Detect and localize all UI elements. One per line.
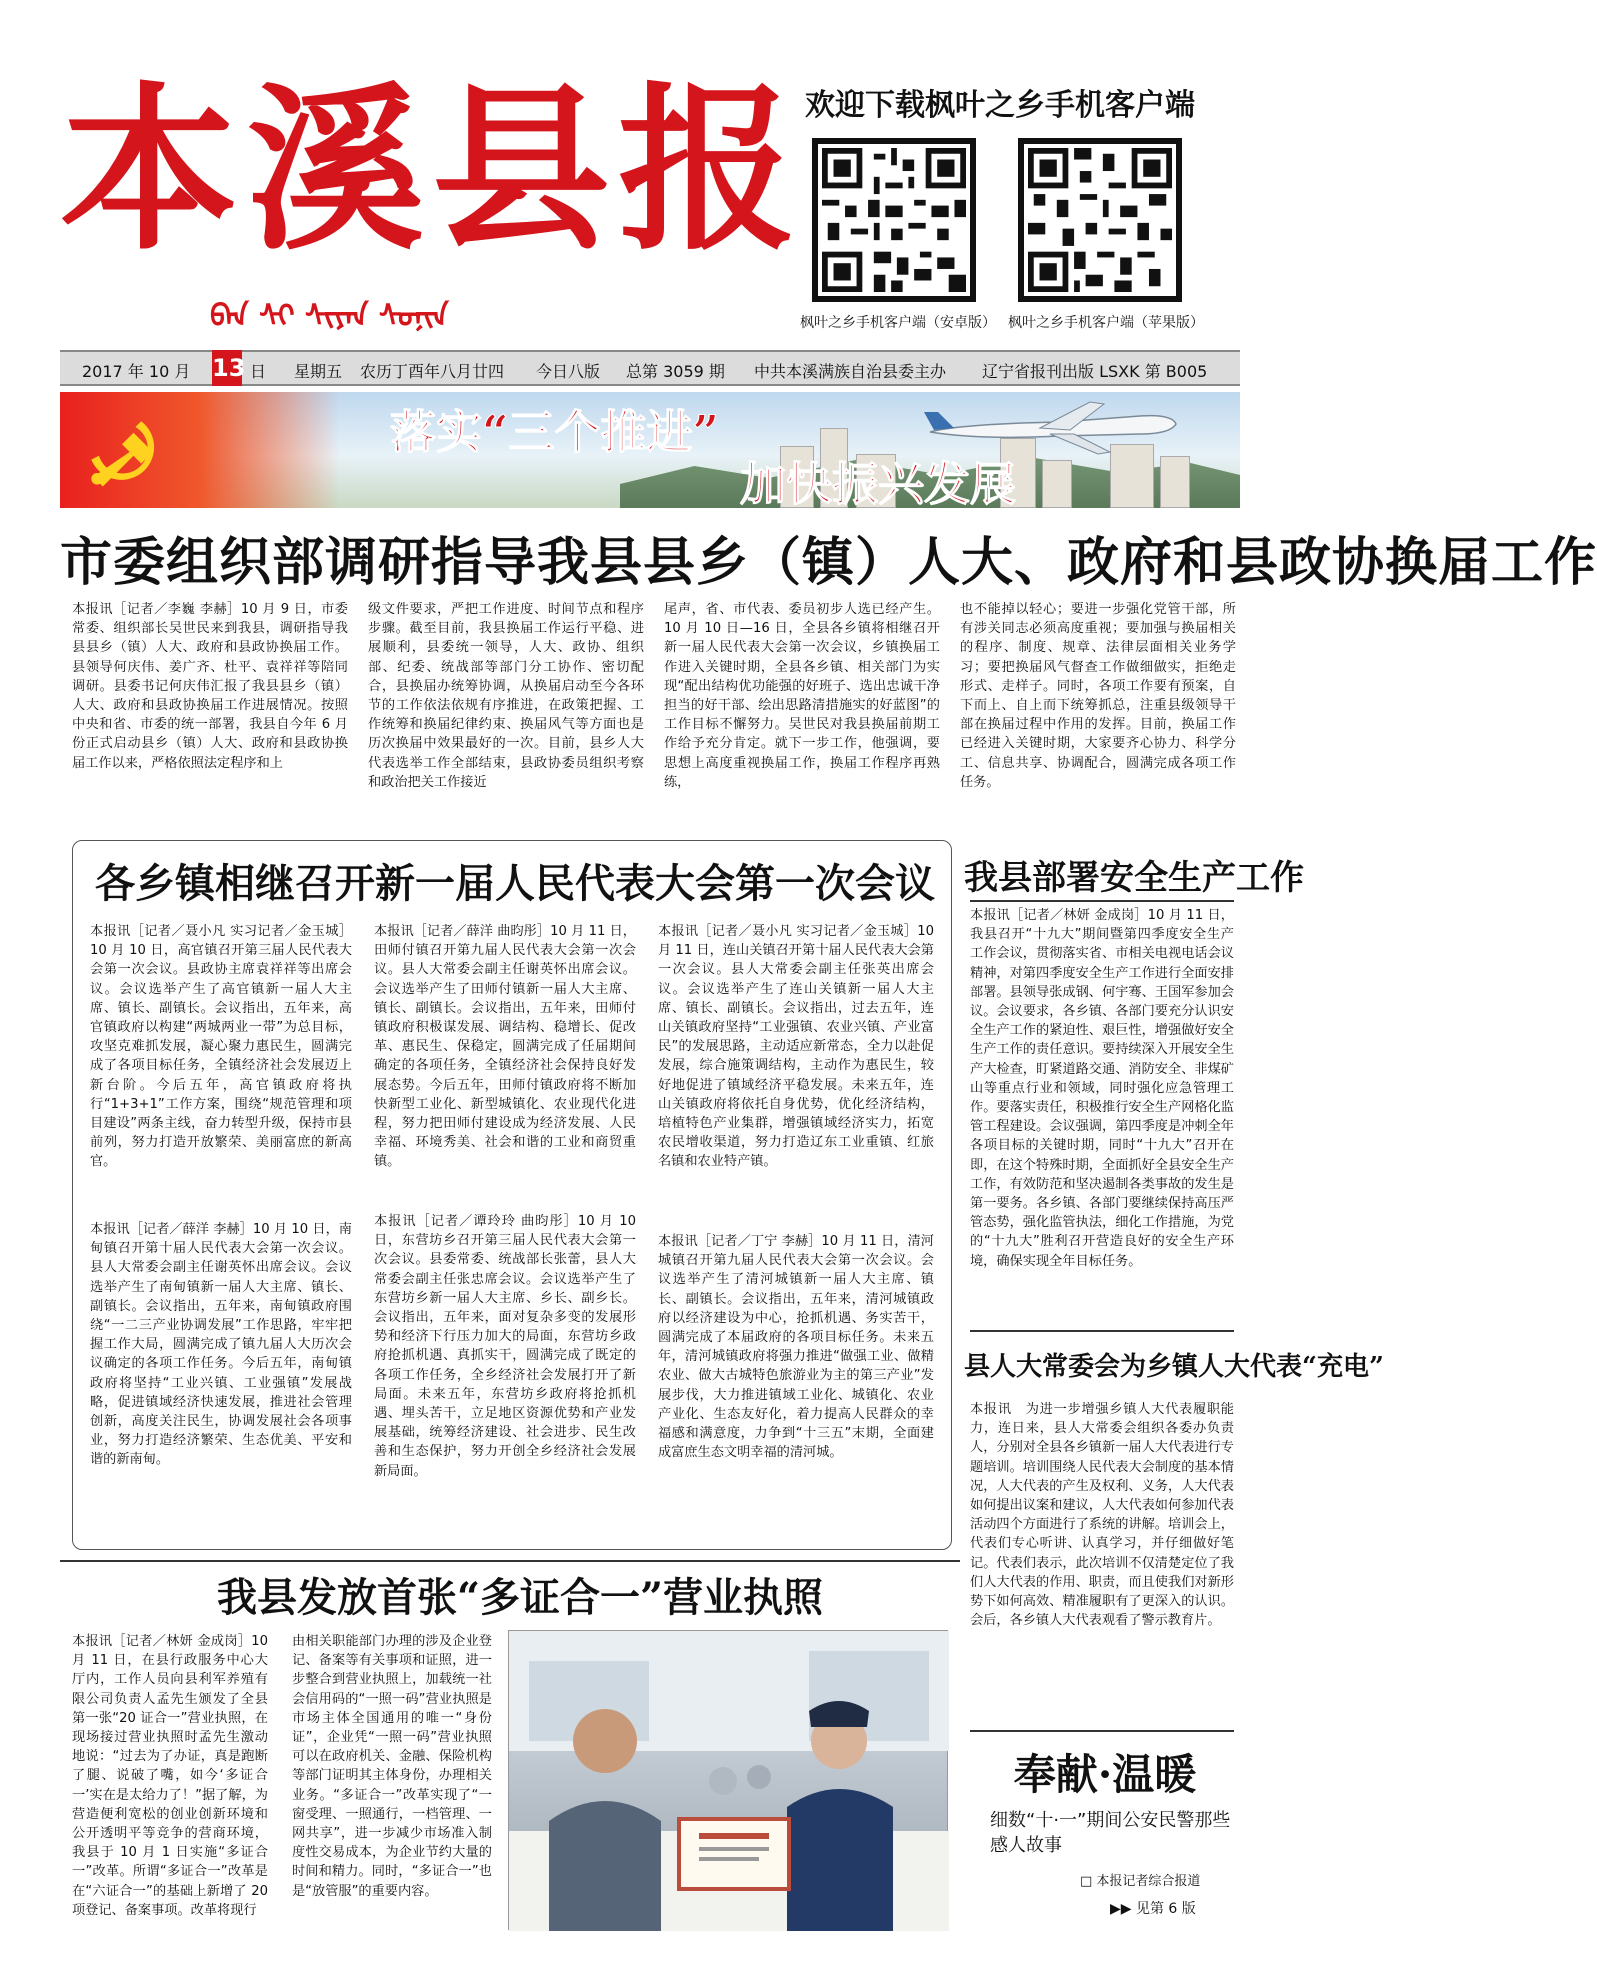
page-count: 今日八版: [536, 362, 601, 381]
weekday: 星期五: [294, 362, 343, 381]
deputy-training-headline: 县人大常委会为乡镇人大代表“充电”: [964, 1352, 1384, 1382]
qr-code-android[interactable]: [812, 138, 976, 302]
teaser-title: 奉献·温暖: [1013, 1750, 1197, 1799]
sponsor: 中共本溪满族自治县委主办: [754, 362, 947, 381]
photo-illustration: [509, 1631, 949, 1931]
date-year-month: 2017 年 10 月: [82, 362, 191, 381]
qr-code-apple[interactable]: [1018, 138, 1182, 302]
license-handover-photo: [508, 1630, 948, 1930]
lead-article-column-1: 本报讯［记者／李巍 李赫］10 月 9 日，市委常委、组织部长吴世民来到我县，调研指导我县县乡（镇）人大、政府和县政协换届工作。县领导何庆伟、姜广齐、杜平、袁祥祥等陪同调研。县委书记何庆伟汇报了我县县乡（镇）人大、政府和县政协换届工作进展情况。按照中央和省、市委的统一部署，我县自今年 6 月份正式启动县乡（镇）人大、政府和县政协换届工作以来，严格依照法定程序和上: [72, 602, 348, 771]
masthead-title: 本溪县报: [60, 65, 804, 274]
township-congress-column-2a: 本报讯［记者／薛洋 曲昀彤］10 月 11 日，田师付镇召开第九届人民代表大会第一次会议。县人大常委会副主任谢英怀出席会议。会议选举产生了田师付镇新一届人大主席、镇长、副镇长。会议指出，五年来，田师付镇政府积极谋发展、调结构、稳增长、促改革、惠民生、保稳定，圆满完成了任届期间确定的各项任务，全镇经济社会保持良好发展态势。今后五年，田师付镇政府将不断加快新型工业化、新型城镇化、农业现代化进程，努力把田师付建设成为经济发展、人民幸福、环境秀美、社会和谐的工业和商贸重镇。: [374, 924, 636, 1170]
date-day: 13: [212, 350, 242, 386]
publication-license: 辽宁省报刊出版 LSXK 第 B005: [982, 362, 1208, 381]
township-congress-column-2b: 本报讯［记者／谭玲玲 曲昀彤］10 月 10 日，东营坊乡召开第三届人民代表大会第一次会议。县委常委、统战部长张蕾，县人大常委会副主任张忠席会议。会议选举产生了东营坊乡新一届人大主席、乡长、副乡长。会议指出，五年来，面对复杂多变的发展形势和经济下行压力加大的局面，东营坊乡政府抢抓机遇、真抓实干，圆满完成了既定的各项工作任务，全乡经济社会发展打开了新局面。未来五年，东营坊乡政府将抢抓机遇、埋头苦干，立足地区资源优势和产业发展基础，统筹经济建设、社会进步、民生改善和生态保护，努力开创全乡经济社会发展新局面。: [374, 1214, 636, 1479]
lead-article-column-2: 级文件要求，严把工作进度、时间节点和程序步骤。截至目前，我县换届工作运行平稳、进展顺利，县委统一领导，人大、政协、组织部、纪委、统战部等部门分工协作、密切配合，县换届办统筹协调，从换届启动至今各环节的工作依法依规有序推进，在政策把握、工作统筹和换届纪律约束、换届风气等方面也是历次换届中效果最好的一次。目前，县乡人大代表选举工作全部结束，县政协委员组织考察和政治把关工作接近: [368, 602, 644, 790]
lead-article-column-4: 也不能掉以轻心；要进一步强化党管干部，所有涉关同志必须高度重视；要加强与换届相关的程序、制度、规章、法律层面相关业务学习；要把换届风气督查工作做细做实，拒绝走形式、走样子。同时，各项工作要有预案，自下而上、自上而下统筹抓总，注重县级领导干部在换届过程中作用的发挥。目前，换届工作已经进入关键时期，大家要齐心协力、科学分工、信息共享、协调配合，圆满完成各项工作任务。: [960, 602, 1236, 790]
masthead-mongolian-script: ᠪᠡᠨ ᠰᠢ ᠰᠢᠶᠠᠨ ᠰᠣᠨᠢᠨ: [210, 299, 449, 334]
deputy-training-byline: □ 本报记者综合报道: [1080, 1874, 1201, 1889]
banner-slogan-2: 加快振兴发展: [740, 457, 1016, 511]
township-congress-column-1b: 本报讯［记者／薛洋 李赫］10 月 10 日，南甸镇召开第十届人民代表大会第一次会议。县人大常委会副主任谢英怀出席会议。会议选举产生了南甸镇新一届人大主席、镇长、副镇长。会议指出，五年来，南甸镇政府围绕“一二三产业协调发展”工作思路，牢牢把握工作大局，圆满完成了镇九届人大历次会议确定的各项工作任务。今后五年，南甸镇政府将坚持“工业兴镇、工业强镇”发展战略，促进镇域经济快速发展，推进社会管理创新，高度关注民生，协调发展社会各项事业，努力打造经济繁荣、生态优美、平安和谐的新南甸。: [90, 1222, 352, 1468]
divider: [970, 1730, 1234, 1732]
license-article-column-1: 本报讯［记者／林妍 金成岗］10 月 11 日，在县行政服务中心大厅内，工作人员向县利军养殖有限公司负责人孟先生颁发了全县第一张“20 证合一”营业执照，在现场接过营业执照时孟先生激动地说：“过去为了办证，真是跑断了腿、说破了嘴，如今‘多证合一’实在是太给力了！”据了解，为营造便利宽松的创业创新环境和公开透明平等竞争的营商环境，我县于 10 月 1 日实施“多证合一”改革。所谓“多证合一”改革是在“六证合一”的基础上新增了 20 项登记、备案事项。改革将现行: [72, 1634, 268, 1918]
safety-article-body: 本报讯［记者／林妍 金成岗］10 月 11 日，我县召开“十九大”期间暨第四季度安全生产工作会议，贯彻落实省、市相关电视电话会议精神，对第四季度安全生产工作进行全面安排部署。县领导张成钢、何宇骞、王国军参加会议。会议要求，各乡镇、各部门要充分认识安全生产工作的紧迫性、艰巨性，增强做好安全生产工作的责任意识。要持续深入开展安全生产大检查，盯紧道路交通、消防安全、非煤矿山等重点行业和领域，同时强化应急管理工作。要落实责任，积极推行安全生产网格化监管工程建设。会议强调，第四季度是冲刺全年各项目标的关键时期，同时“十九大”召开在即，在这个特殊时期，全面抓好全县安全生产工作，有效防范和坚决遏制各类事故的发生是第一要务。各乡镇、各部门要继续保持高压严管态势，强化监管执法，细化工作措施，为党的“十九大”胜利召开营造良好的安全生产环境，确保实现全年目标任务。: [970, 908, 1234, 1269]
date-strip: [60, 350, 1240, 386]
qr-code-icon: [822, 148, 966, 292]
qr-caption-android: 枫叶之乡手机客户端（安卓版）: [800, 315, 996, 331]
township-congress-column-1a: 本报讯［记者／聂小凡 实习记者／金玉城］10 月 10 日，高官镇召开第三届人民代表大会第一次会议。县政协主席袁祥祥等出席会议。会议选举产生了高官镇新一届人大主席、镇长、副镇长。会议指出，五年来，高官镇政府以构建“两城两业一带”为总目标，攻坚克难抓发展，凝心聚力惠民生，圆满完成了各项目标任务，全镇经济社会发展迈上新台阶。今后五年，高官镇政府将执行“1+3+1”工作方案，围绕“规范管理和项目建设”两条主线，奋力转型升级，保持市县前列，努力打造开放繁荣、美丽富庶的新高官。: [90, 924, 352, 1170]
teaser-subtitle: 细数“十·一”期间公安民警那些感人故事: [990, 1810, 1231, 1856]
deputy-training-body: 本报讯 为进一步增强乡镇人大代表履职能力，连日来，县人大常委会组织各委办负责人，分别对全县各乡镇新一届人大代表进行专题培训。培训围绕人民代表大会制度的基本情况，人大代表的产生及权利、义务，人大代表如何提出议案和建议，人大代表如何参加代表活动四个方面进行了系统的讲解。培训会上，代表们专心听讲、认真学习，并仔细做好笔记。代表们表示，此次培训不仅清楚定位了我们人大代表的作用、职责，而且使我们对新形势下如何高效、精准履职有了更深入的认识。会后，各乡镇人大代表观看了警示教育片。: [970, 1402, 1234, 1629]
hammer-sickle-icon: [74, 402, 170, 498]
lunar-date: 农历丁酉年八月廿四: [360, 362, 505, 381]
lead-article-column-3: 尾声，省、市代表、委员初步人选已经产生。10 月 10 日—16 日，全县各乡镇将相继召开新一届人民代表大会第一次会议，乡镇换届工作进入关键时期，全县各乡镇、相关部门为实现“配出结构优功能强的好班子、选出忠诚干净担当的好干部、绘出思路清措施实的好蓝图”的工作目标不懈努力。吴世民对我县换届前期工作给予充分肯定。就下一步工作，他强调，要思想上高度重视换届工作，换届工作程序再熟练，: [664, 602, 940, 790]
safety-headline: 我县部署安全生产工作: [964, 858, 1304, 898]
township-congress-column-3a: 本报讯［记者／聂小凡 实习记者／金玉城］10 月 11 日，连山关镇召开第十届人民代表大会第一次会议。县人大常委会副主任张英出席会议。会议选举产生了连山关镇新一届人大主席、镇长、副镇长。会议指出，过去五年，连山关镇政府坚持“工业强镇、农业兴镇、产业富民”的发展思路，主动适应新常态，全力以赴促发展，综合施策调结构，主动作为惠民生，较好地促进了镇域经济平稳发展。未来五年，连山关镇政府将依托自身优势，优化经济结构，培植特色产业集群，增强镇域经济实力，拓宽农民增收渠道，努力打造辽东工业重镇、红旅名镇和农业特产镇。: [658, 924, 934, 1170]
divider: [60, 1560, 960, 1562]
issue-number: 总第 3059 期: [626, 362, 725, 381]
license-headline: 我县发放首张“多证合一”营业执照: [216, 1574, 823, 1621]
slogan-banner: [60, 392, 1240, 511]
qr-caption-apple: 枫叶之乡手机客户端（苹果版）: [1008, 315, 1204, 331]
township-congress-column-3b: 本报讯［记者／丁宁 李赫］10 月 11 日，清河城镇召开第九届人民代表大会第一次会议。会议选举产生了清河城镇新一届人大主席、镇长、副镇长。会议指出，五年来，清河城镇政府以经济建设为中心，抢抓机遇、务实苦干，圆满完成了本届政府的各项目标任务。未来五年，清河城镇政府将强力推进“做强工业、做精农业、做大古城特色旅游业为主的第三产业”发展步伐，大力推进镇域工业化、城镇化、农业产业化、生态友好化，着力提高人民群众的幸福感和满意度，力争到“十三五”末期，全面建成富庶生态文明幸福的清河城。: [658, 1234, 934, 1461]
date-day-unit: 日: [250, 362, 267, 381]
divider: [970, 900, 1234, 902]
app-download-prompt: 欢迎下载枫叶之乡手机客户端: [805, 88, 1195, 123]
township-congress-headline: 各乡镇相继召开新一届人民代表大会第一次会议: [95, 860, 935, 907]
qr-code-icon: [1028, 148, 1172, 292]
divider: [970, 1330, 1234, 1332]
teaser-see-page-link[interactable]: ▶▶ 见第 6 版: [1110, 1901, 1196, 1917]
banner-slogan-1: 落实“三个推进”: [390, 405, 719, 459]
lead-headline: 市委组织部调研指导我县县乡（镇）人大、政府和县政协换届工作: [60, 532, 1597, 593]
license-article-column-2: 由相关职能部门办理的涉及企业登记、备案等有关事项和证照，进一步整合到营业执照上，加载统一社会信用码的“一照一码”营业执照是市场主体全国通用的唯一“身份证”，企业凭“一照一码”营业执照可以在政府机关、金融、保险机构等部门证明其主体身份，办理相关业务。“多证合一”改革实现了“一窗受理、一照通行，一档管理、一网共享”，进一步减少市场准入制度性交易成本，为企业节约大量的时间和精力。同时，“多证合一”也是“放管服”的重要内容。: [292, 1634, 492, 1899]
